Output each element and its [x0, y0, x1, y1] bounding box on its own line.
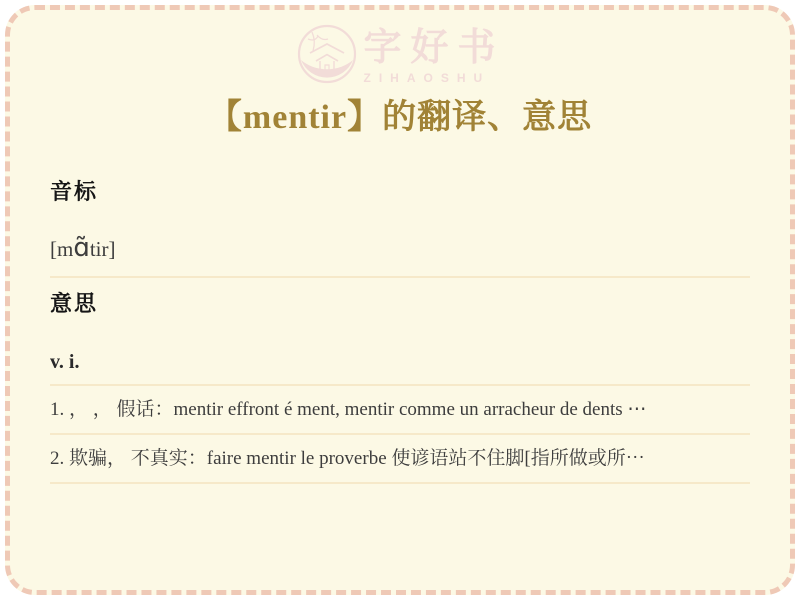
phonetic-value [50, 233, 750, 264]
logo-name: 字好书 [363, 26, 505, 69]
divider [50, 482, 750, 484]
phonetic-prefix: [m [50, 237, 74, 261]
definition-item-1: 1. ， ， 假话：mentir effront é ment, mentir comme un arracheur de dents ⋯ [50, 399, 647, 420]
moon-pavilion-logo-icon [295, 23, 359, 87]
entry-content [50, 178, 750, 484]
part-of-speech: v. i. [50, 351, 80, 373]
divider [50, 276, 750, 278]
phonetic-suffix: tir] [89, 237, 116, 261]
dictionary-card [5, 5, 795, 595]
meaning-section-heading: 意思 [50, 291, 99, 316]
logo-subtitle: ZIHAOSHU [363, 70, 491, 85]
site-logo[interactable] [10, 22, 790, 88]
logo-text [363, 26, 504, 85]
page-title: 【mentir】的翻译、意思 [207, 99, 593, 136]
definition-item-2: 2. 欺骗， 不真实：faire mentir le proverbe 使谚语站不住脚[指所做或所⋯ [50, 448, 645, 469]
phonetic-nasal-vowel: ɑ̃ [73, 233, 90, 263]
phonetic-section-heading: 音标 [50, 179, 99, 204]
